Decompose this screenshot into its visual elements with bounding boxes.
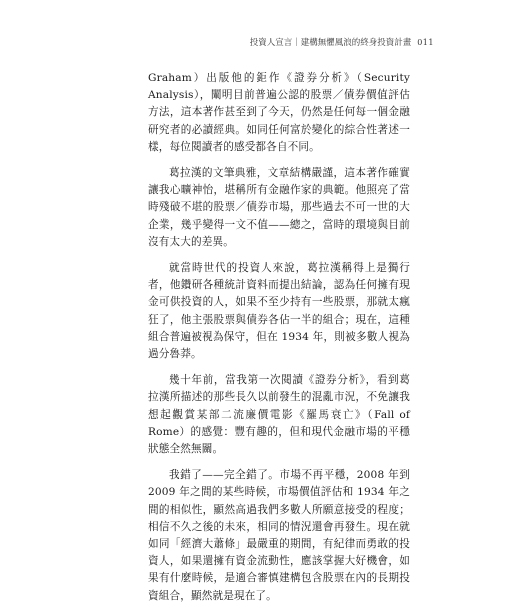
body-text xyxy=(148,70,410,614)
page-number: 011 xyxy=(417,38,434,47)
paragraph: 葛拉漢的文筆典雅，文章結構嚴謹，這本著作確實讓我心曠神怡，堪稱所有金融作家的典範。他照亮了當時殘破不堪的股票／債券市場，那些過去不可一世的大企業，幾乎變得一文不值——總之，當時的環境與目前沒有太大的差異。 xyxy=(148,167,410,248)
paragraph: 就當時世代的投資人來說，葛拉漢稱得上是獨行者，他鑽研各種統計資料而提出結論，認為任何擁有現金可供投資的人，如果不至少持有一些股票，那就太瘋狂了，他主張股票與債券各佔一半的組合；現在，這種組合普遍被視為保守，但在 1934 年，則被多數人視為過分魯莽。 xyxy=(148,262,410,361)
running-head-title: 投資人宣言｜建構無懼風浪的終身投資計畫 xyxy=(249,38,412,48)
paragraph: Graham）出版他的鉅作《證券分析》（Security Analysis），闡明目前普遍公認的股票／債券價值評估方法，這本著作甚至到了今天，仍然是任何每一個金融研究者的必讀經典。如同任何富於變化的綜合性著述一樣，每位閱讀者的感受都各自不同。 xyxy=(148,72,410,153)
paragraph: 我錯了——完全錯了。市場不再平穩，2008 年到 2009 年之間的某些時候，市場價值評估和 1934 年之間的相似性，顯然高過我們多數人所願意接受的程度；相信不久之後的未來，相同的情況還會再發生。現在就如同「經濟大蕭條」最嚴重的期間，有紀律而勇敢的投資人，如果還擁有資金流動性，應該掌握大好機會，如果有什麼時候，是適合審慎建構包含股票在內的長期投資組合，顯然就是現在了。 xyxy=(148,469,410,602)
running-header xyxy=(250,36,434,48)
paragraph: 幾十年前，當我第一次閱讀《證券分析》，看到葛拉漢所描述的那些長久以前發生的混亂市況，不免讓我想起觀賞某部二流廉價電影《羅馬衰亡》（Fall of Rome）的感覺：豐有趣的，但和現代金融市場的平穩狀態全然無關。 xyxy=(148,374,410,456)
